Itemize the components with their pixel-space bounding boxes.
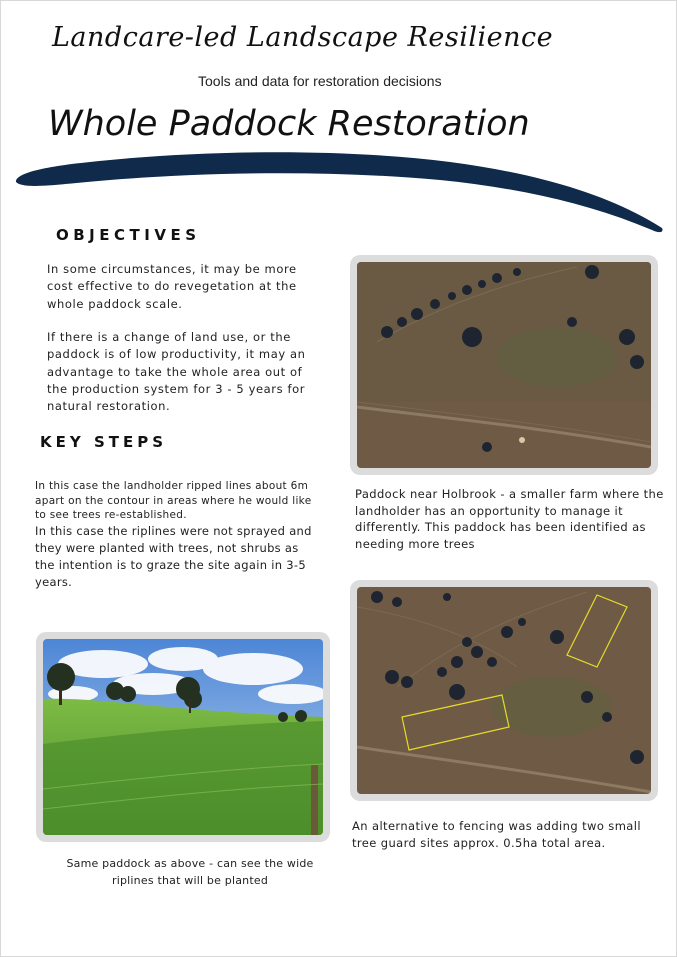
aerial-photo-2-caption: An alternative to fencing was adding two small tree guard sites approx. 0.5ha total area.	[352, 819, 641, 850]
swoosh-graphic	[0, 140, 677, 240]
page-title: Whole Paddock Restoration	[48, 104, 530, 144]
ground-photo-frame	[36, 632, 330, 842]
key-steps-paragraph-2: In this case the riplines were not sprayed and they were planted with trees, not shrubs as the intention is to graze the site again in 3-5 years.	[35, 524, 312, 589]
ground-photo-caption: Same paddock as above - can see the wide riplines that will be planted	[66, 857, 314, 887]
key-steps-heading: KEY STEPS	[40, 433, 168, 451]
aerial-photo-2	[357, 587, 651, 794]
key-steps-paragraph-1: In this case the landholder ripped lines about 6m apart on the contour in areas where he would like to see trees re-established.	[35, 480, 312, 521]
objectives-paragraph-2: If there is a change of land use, or the paddock is of low productivity, it may an advantage to take the whole area out of the production system for 3 - 5 years for natural restoration.	[47, 330, 306, 414]
aerial-photo-1	[357, 262, 651, 468]
aerial-photo-1-caption: Paddock near Holbrook - a smaller farm where the landholder has an opportunity to manage it differently. This paddock has been identified as needing more trees	[355, 487, 664, 551]
aerial-photo-1-frame	[350, 255, 658, 475]
objectives-heading: OBJECTIVES	[56, 226, 201, 244]
objectives-paragraph-1: In some circumstances, it may be more cost effective to do revegetation at the whole paddock scale.	[47, 262, 297, 311]
script-title: Landcare-led Landscape Resilience	[52, 22, 554, 53]
aerial-photo-2-frame	[350, 580, 658, 801]
ground-photo	[43, 639, 323, 835]
subtitle: Tools and data for restoration decisions	[198, 73, 442, 89]
